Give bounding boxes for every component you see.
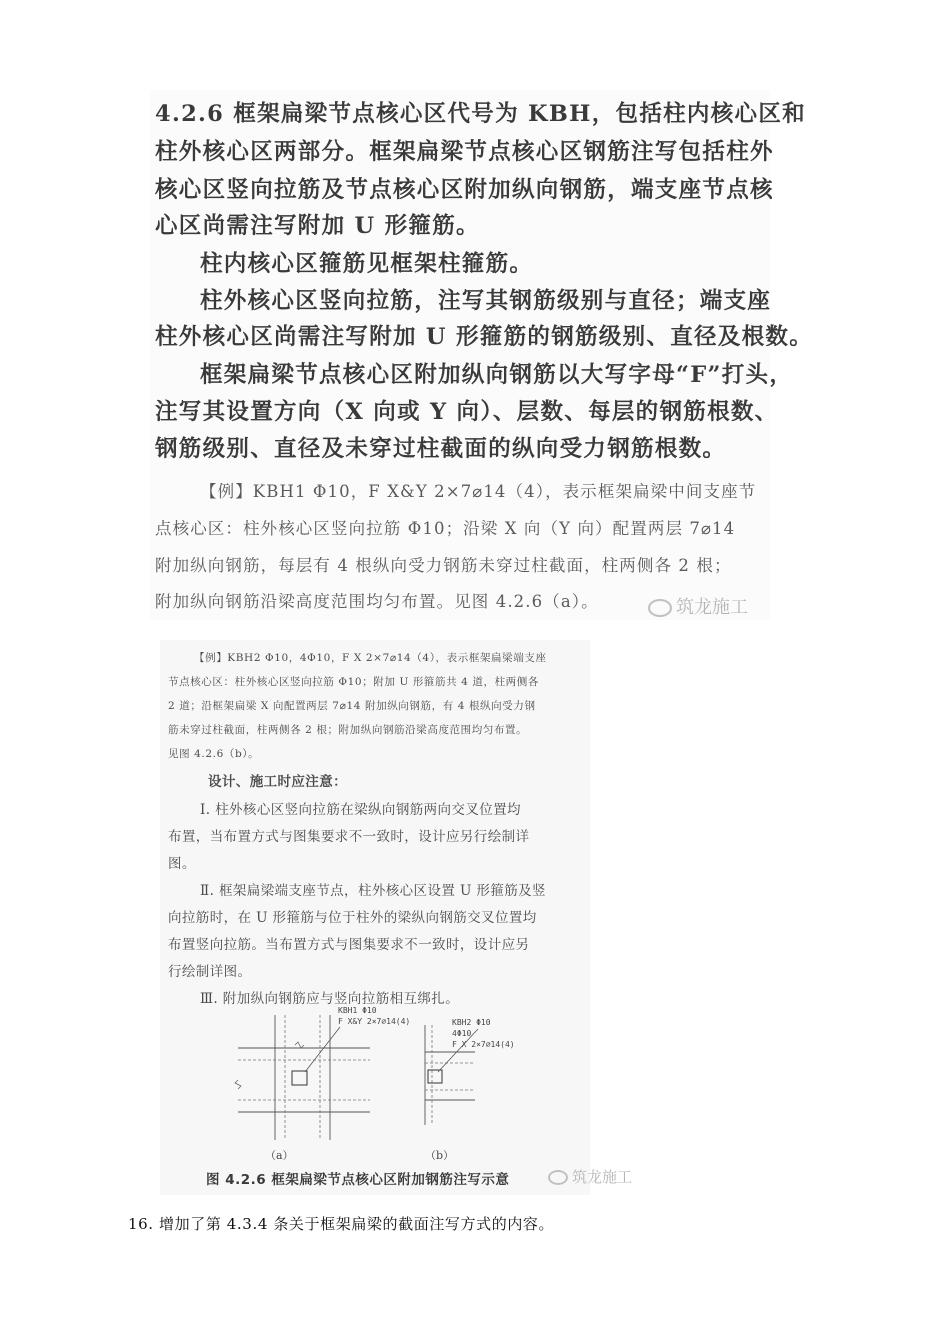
subfigure-a-label: （a） [265, 1149, 294, 1162]
example1-line-4: 附加纵向钢筋沿梁高度范围均匀布置。见图 4.2.6（a）。 [155, 592, 599, 611]
note-line-2: 布置，当布置方式与图集要求不一致时，设计应另行绘制详 [168, 829, 530, 845]
watermark-top-text: 筑龙施工 [676, 597, 748, 618]
top-line-10: 钢筋级别、直径及未穿过柱截面的纵向受力钢筋根数。 [155, 436, 727, 462]
figure-caption [206, 1168, 509, 1188]
break-mark-a-left [235, 1080, 241, 1089]
example1-line-3: 附加纵向钢筋，每层有 4 根纵向受力钢筋未穿过柱截面，柱两侧各 2 根； [155, 556, 732, 575]
figure-drawing [220, 1005, 580, 1170]
column-a [292, 1071, 307, 1085]
top-line-9: 注写其设置方向（X 向或 Y 向）、层数、每层的钢筋根数、 [155, 399, 779, 425]
footer-text: 16. 增加了第 4.3.4 条关于框架扁梁的截面注写方式的内容。 [128, 1215, 555, 1233]
leader-a [305, 1027, 340, 1072]
note-line-3: 图。 [168, 856, 196, 872]
wechat-icon [648, 599, 672, 617]
note-line-6: 布置竖向拉筋。当布置方式与图集要求不一致时，设计应另 [168, 937, 530, 953]
note-line-1: Ⅰ. 柱外核心区竖向拉筋在梁纵向钢筋两向交叉位置均 [200, 802, 521, 818]
note-line-8: Ⅲ. 附加纵向钢筋应与竖向拉筋相互绑扎。 [200, 991, 460, 1007]
top-line-6: 柱外核心区竖向拉筋，注写其钢筋级别与直径；端支座 [200, 288, 772, 314]
scan-lower-block [160, 640, 590, 1195]
subfigure-b-label: （b） [425, 1149, 455, 1162]
example2-line-2: 节点核心区：柱外核心区竖向拉筋 Φ10；附加 U 形箍筋共 4 道，柱两侧各 [168, 676, 539, 688]
note-line-4: Ⅱ. 框架扁梁端支座节点，柱外核心区设置 U 形箍筋及竖 [200, 883, 546, 899]
label-a-1: KBH1 Φ10 [338, 1006, 377, 1015]
label-b-1: KBH2 Φ10 [452, 1018, 491, 1027]
wechat-icon [548, 1170, 568, 1185]
example2-line-4: 筋未穿过柱截面，柱两侧各 2 根；附加纵向钢筋沿梁高度范围均匀布置。 [168, 724, 528, 736]
label-b-3: F X 2×7⌀14(4) [452, 1040, 515, 1049]
label-a-2: F X&Y 2×7⌀14(4) [338, 1017, 411, 1026]
example1-line-2: 点核心区：柱外核心区竖向拉筋 Φ10；沿梁 X 向（Y 向）配置两层 7⌀14 [155, 519, 736, 538]
example2-line-3: 2 道；沿框架扁梁 X 向配置两层 7⌀14 附加纵向钢筋，有 4 根纵向受力钢 [168, 700, 536, 712]
watermark-lower-text: 筑龙施工 [572, 1168, 633, 1186]
note-line-5: 向拉筋时，在 U 形箍筋与位于柱外的梁纵向钢筋交叉位置均 [168, 910, 537, 926]
example2-line-5: 见图 4.2.6（b）。 [168, 748, 260, 760]
example1-line-1: 【例】KBH1 Φ10，F X&Y 2×7⌀14（4），表示框架扁梁中间支座节 [200, 482, 757, 501]
example2-line-1: 【例】KBH2 Φ10，4Φ10，F X 2×7⌀14（4），表示框架扁梁端支座 [194, 652, 547, 664]
watermark-lower [548, 1166, 632, 1187]
top-line-5: 柱内核心区箍筋见框架柱箍筋。 [200, 251, 534, 277]
notes-title: 设计、施工时应注意： [208, 774, 347, 790]
label-b-2: 4Φ10 [452, 1029, 472, 1038]
watermark-top [648, 593, 748, 619]
scan-top-block [150, 90, 813, 620]
top-line-1: 4.2.6 框架扁梁节点核心区代号为 KBH，包括柱内核心区和 [155, 101, 806, 127]
top-line-7: 柱外核心区尚需注写附加 U 形箍筋的钢筋级别、直径及根数。 [155, 324, 813, 350]
column-b [428, 1070, 442, 1083]
top-line-4: 心区尚需注写附加 U 形箍筋。 [155, 213, 480, 239]
note-line-7: 行绘制详图。 [168, 964, 252, 980]
top-line-8: 框架扁梁节点核心区附加纵向钢筋以大写字母“F”打头， [200, 362, 794, 388]
break-mark-a-top [295, 1042, 304, 1048]
top-line-2: 柱外核心区两部分。框架扁梁节点核心区钢筋注写包括柱外 [155, 139, 774, 165]
figure-4-2-6 [220, 1005, 580, 1170]
top-line-3: 核心区竖向拉筋及节点核心区附加纵向钢筋，端支座节点核 [155, 177, 774, 203]
figure-caption-text: 图 4.2.6 框架扁梁节点核心区附加钢筋注写示意 [206, 1172, 510, 1188]
